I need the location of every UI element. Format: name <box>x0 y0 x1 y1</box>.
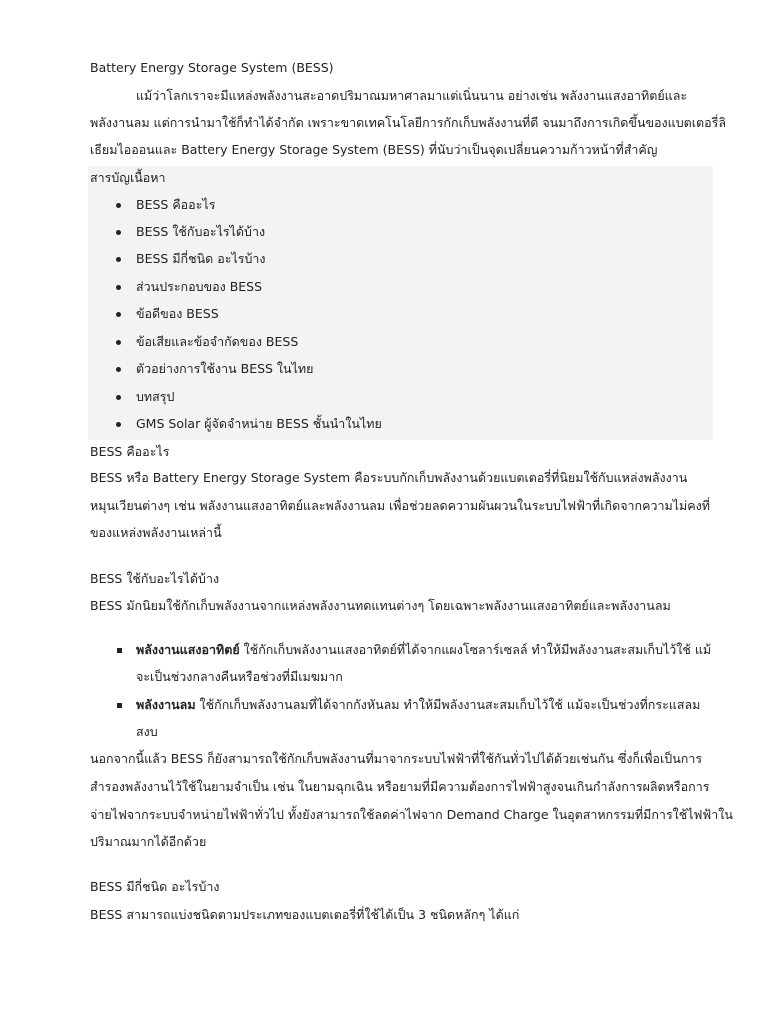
toc-link[interactable]: ตัวอย่างการใช้งาน BESS ในไทย <box>136 361 314 376</box>
bullet-dot <box>116 257 121 262</box>
paragraph-line: BESS หรือ Battery Energy Storage System คือระบบกักเก็บพลังงานด้วยแบตเตอรี่ที่นิยมใช้กับแหล่งพลังงาน <box>90 470 688 485</box>
toc-link[interactable]: BESS คืออะไร <box>136 197 216 212</box>
bullet-dot <box>116 367 121 372</box>
bullet-square <box>117 648 122 653</box>
bullet-bold-term: พลังงานแสงอาทิตย์ <box>136 642 240 657</box>
bullet-dot <box>116 340 121 345</box>
document-title: Battery Energy Storage System (BESS) <box>90 60 334 75</box>
bullet-continuation: สงบ <box>136 724 158 739</box>
toc-link[interactable]: GMS Solar ผู้จัดจำหน่าย BESS ชั้นนำในไทย <box>136 416 382 431</box>
bullet-dot <box>116 203 121 208</box>
bullet-bold-term: พลังงานลม <box>136 697 196 712</box>
intro-line: พลังงานลม แต่การนำมาใช้ก็ทำได้จำกัด เพราะขาดเทคโนโลยีการกักเก็บพลังงานที่ดี จนมาถึงการเกิดขึ้นของแบตเตอรี่ลิ <box>90 115 727 130</box>
paragraph-line: จ่ายไฟจากระบบจำหน่ายไฟฟ้าทั่วไป ทั้งยังสามารถใช้ลดค่าไฟจาก Demand Charge ในอุตสาหกรรมที่มีการใช้ไฟฟ้าใน <box>90 807 733 822</box>
bullet-text: ใช้กักเก็บพลังงานลมที่ได้จากกังหันลม ทำให้มีพลังงานสะสมเก็บไว้ใช้ แม้จะเป็นช่วงที่กระแสลม <box>195 697 701 712</box>
paragraph-line: นอกจากนี้แล้ว BESS ก็ยังสามารถใช้กักเก็บพลังงานที่มาจากระบบไฟฟ้าที่ใช้กันทั่วไปได้ด้วยเช่นกัน ซึ่งก็เพื่อเป็นการ <box>90 751 703 766</box>
bullet-continuation: จะเป็นช่วงกลางคืนหรือช่วงที่มีเมฆมาก <box>136 669 343 684</box>
bullet-item <box>136 695 700 715</box>
toc-link[interactable]: BESS มีกี่ชนิด อะไรบ้าง <box>136 251 266 266</box>
paragraph-line: หมุนเวียนต่างๆ เช่น พลังงานแสงอาทิตย์และพลังงานลม เพื่อช่วยลดความผันผวนในระบบไฟฟ้าที่เกิดจากความไม่คงที่ <box>90 498 710 513</box>
toc-link[interactable]: บทสรุป <box>136 389 175 404</box>
bullet-square <box>117 703 122 708</box>
toc-heading: สารบัญเนื้อหา <box>90 170 166 185</box>
paragraph-line: ของแหล่งพลังงานเหล่านี้ <box>90 525 222 540</box>
section-heading: BESS ใช้กับอะไรได้บ้าง <box>90 571 220 586</box>
bullet-dot <box>116 422 121 427</box>
section-heading: BESS คืออะไร <box>90 444 170 459</box>
paragraph-line: ปริมาณมากได้อีกด้วย <box>90 834 207 849</box>
bullet-dot <box>116 395 121 400</box>
paragraph-line: BESS สามารถแบ่งชนิดตามประเภทของแบตเตอรี่ที่ใช้ได้เป็น 3 ชนิดหลักๆ ได้แก่ <box>90 907 520 922</box>
bullet-text: ใช้กักเก็บพลังงานแสงอาทิตย์ที่ได้จากแผงโซลาร์เซลล์ ทำให้มีพลังงานสะสมเก็บไว้ใช้ แม้ <box>239 642 712 657</box>
intro-line: แม้ว่าโลกเราจะมีแหล่งพลังงานสะอาดปริมาณมหาศาลมาแต่เนิ่นนาน อย่างเช่น พลังงานแสงอาทิตย์และ <box>136 88 688 103</box>
toc-link[interactable]: BESS ใช้กับอะไรได้บ้าง <box>136 224 266 239</box>
paragraph-line: BESS มักนิยมใช้กักเก็บพลังงานจากแหล่งพลังงานทดแทนต่างๆ โดยเฉพาะพลังงานแสงอาทิตย์และพลังงานลม <box>90 598 671 613</box>
section-heading: BESS มีกี่ชนิด อะไรบ้าง <box>90 879 220 894</box>
bullet-dot <box>116 312 121 317</box>
bullet-dot <box>116 230 121 235</box>
toc-link[interactable]: ส่วนประกอบของ BESS <box>136 279 263 294</box>
toc-link[interactable]: ข้อดีของ BESS <box>136 306 219 321</box>
bullet-dot <box>116 285 121 290</box>
bullet-item <box>136 640 711 660</box>
intro-line: เธียมไอออนและ Battery Energy Storage System (BESS) ที่นับว่าเป็นจุดเปลี่ยนความก้าวหน้าที่สำคัญ <box>90 142 658 157</box>
toc-link[interactable]: ข้อเสียและข้อจำกัดของ BESS <box>136 334 299 349</box>
paragraph-line: สำรองพลังงานไว้ใช้ในยามจำเป็น เช่น ในยามฉุกเฉิน หรือยามที่มีความต้องการไฟฟ้าสูงจนเกินกำลังการผลิตหรือการ <box>90 779 710 794</box>
